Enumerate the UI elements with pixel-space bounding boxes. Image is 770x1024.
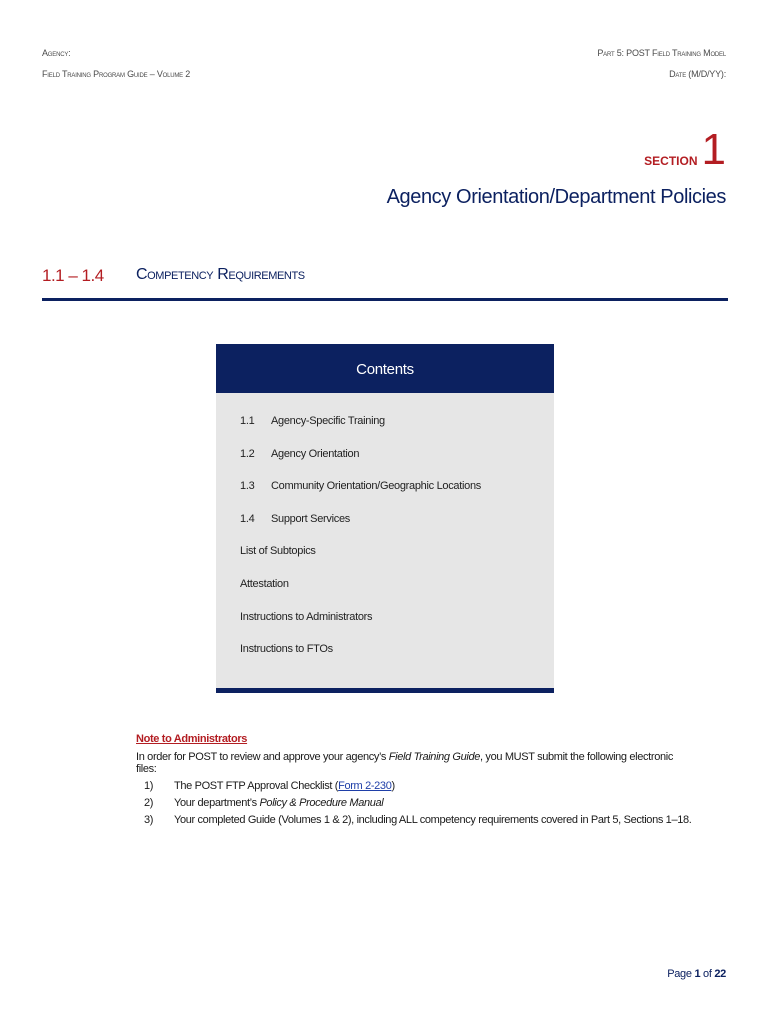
guide-label: Field Training Program Guide – Volume 2 xyxy=(42,69,191,79)
note-item-italic: Policy & Procedure Manual xyxy=(259,797,384,809)
competency-divider xyxy=(42,298,728,301)
contents-item-number: 1.2 xyxy=(240,447,255,460)
contents-item-label: Agency-Specific Training xyxy=(271,415,385,427)
contents-item-label: Support Services xyxy=(271,512,350,525)
section-title: Agency Orientation/Department Policies xyxy=(386,186,726,208)
page-total: 22 xyxy=(714,968,726,980)
contents-item-number: 1.4 xyxy=(240,512,255,525)
section-label xyxy=(644,125,726,174)
note-item-number: 3) xyxy=(144,814,154,826)
page-footer xyxy=(667,968,726,980)
contents-item[interactable] xyxy=(216,633,554,666)
note-to-administrators xyxy=(136,733,696,831)
agency-label: Agency: xyxy=(42,48,71,58)
note-item-number: 2) xyxy=(144,797,154,809)
note-list xyxy=(136,780,696,826)
note-intro-text-end: , you MUST submit the following electronic files: xyxy=(136,751,673,775)
page-number: 1 xyxy=(694,968,701,980)
competency-range: 1.1 – 1.4 xyxy=(42,266,104,285)
note-intro-italic: Field Training Guide xyxy=(388,751,481,763)
contents-item-label: Attestation xyxy=(240,577,289,590)
contents-item[interactable] xyxy=(216,438,554,471)
contents-item[interactable] xyxy=(216,503,554,536)
contents-item-label: Community Orientation/Geographic Locations xyxy=(271,480,481,493)
note-item xyxy=(144,797,696,809)
note-item-text: The POST FTP Approval Checklist ( xyxy=(174,780,339,792)
contents-item-number: 1.1 xyxy=(240,415,255,427)
page-word: Page xyxy=(667,968,695,980)
of-word: of xyxy=(700,968,715,980)
contents-item-label: Agency Orientation xyxy=(271,447,360,460)
date-label: Date (M/D/YY): xyxy=(669,69,726,79)
note-item xyxy=(144,780,696,792)
contents-item[interactable] xyxy=(216,405,554,438)
section-number: 1 xyxy=(701,125,726,174)
note-item-text-end: ) xyxy=(391,780,395,792)
note-item-number: 1) xyxy=(144,780,154,792)
contents-item-number: 1.3 xyxy=(240,480,255,493)
note-item-text: Your completed Guide (Volumes 1 & 2), including ALL competency requirements covered in Part 5, Sections 1–18. xyxy=(174,814,692,826)
contents-item[interactable] xyxy=(216,568,554,601)
note-item-text: Your department’s xyxy=(174,797,260,809)
contents-item[interactable] xyxy=(216,470,554,503)
part-label: Part 5: POST Field Training Model xyxy=(597,48,726,58)
section-word: SECTION xyxy=(644,154,698,168)
contents-item-label: List of Subtopics xyxy=(240,545,316,558)
competency-title: Competency Requirements xyxy=(136,266,305,283)
contents-item-label: Instructions to FTOs xyxy=(240,643,333,656)
contents-list xyxy=(216,393,554,666)
note-item xyxy=(144,814,696,826)
contents-item[interactable] xyxy=(216,535,554,568)
note-heading: Note to Administrators xyxy=(136,733,248,745)
contents-box xyxy=(216,344,554,693)
note-intro xyxy=(136,751,696,775)
contents-item-label: Instructions to Administrators xyxy=(240,610,373,623)
form-2-230-link[interactable]: Form 2-230 xyxy=(338,780,392,792)
contents-heading: Contents xyxy=(216,344,554,393)
note-intro-text: In order for POST to review and approve your agency’s xyxy=(136,751,389,763)
contents-item[interactable] xyxy=(216,601,554,634)
